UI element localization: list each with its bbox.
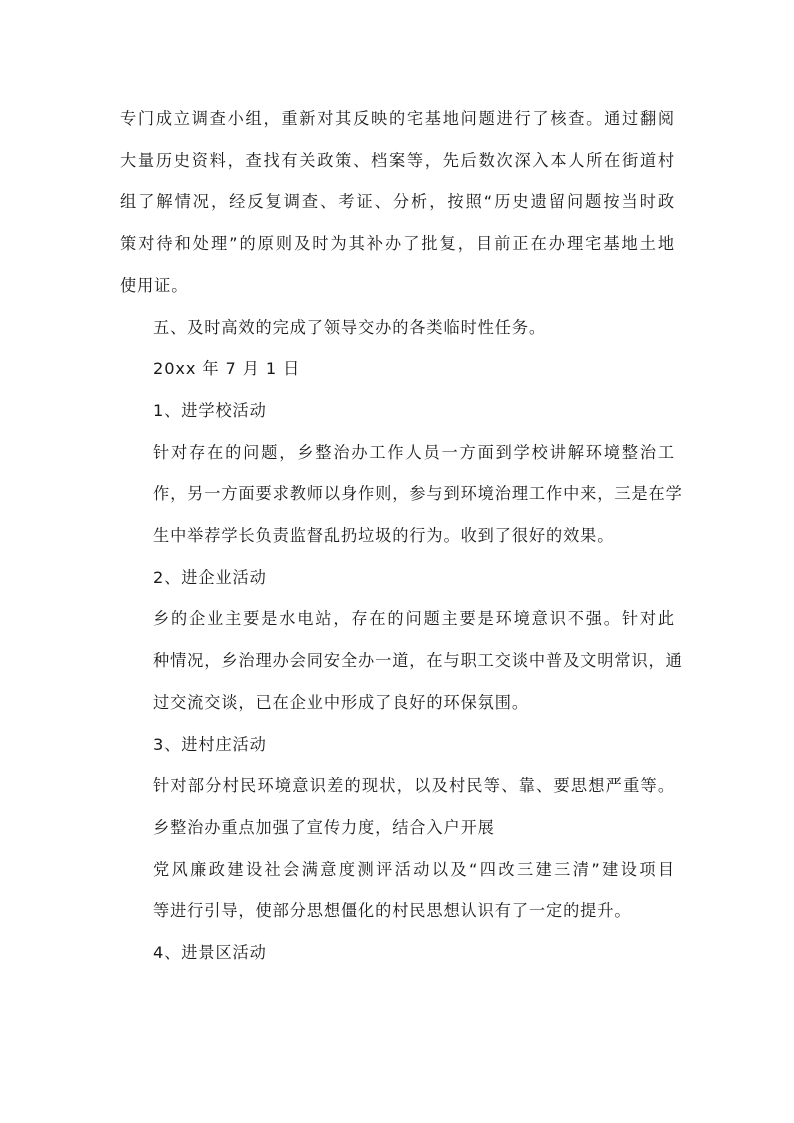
text-line: 针对部分村民环境意识差的现状，以及村民等、靠、要思想严重等。: [153, 776, 675, 796]
text-line: 等进行引导，使部分思想僵化的村民思想认识有了一定的提升。: [153, 901, 632, 921]
text-line: 专门成立调查小组，重新对其反映的宅基地问题进行了核查。通过翻阅: [120, 109, 675, 128]
text-line: 大量历史资料，查找有关政策、档案等，先后数次深入本人所在街道村: [120, 150, 675, 170]
text-line: 2、进企业活动: [153, 567, 267, 587]
text-line: 生中举荐学长负责监督乱扔垃圾的行为。收到了很好的效果。: [153, 526, 615, 546]
text-line: 五、及时高效的完成了领导交办的各类临时性任务。: [153, 317, 547, 337]
subheading-village-activity: [120, 724, 675, 766]
text-line: 过交流交谈，已在企业中形成了良好的环保氛围。: [153, 692, 529, 712]
document-body: [120, 98, 683, 974]
text-line: 策对待和处理”的原则及时为其补办了批复，目前正在办理宅基地土地: [120, 234, 675, 254]
text-line: 针对存在的问题，乡整治办工作人员一方面到学校讲解环境整治工: [153, 442, 675, 462]
paragraph-school-activity: [120, 432, 683, 557]
text-line: 4、进景区活动: [153, 943, 267, 963]
text-line: 党风廉政建设社会满意度测评活动以及“四改三建三清”建设项目: [153, 859, 675, 879]
text-line: 乡整治办重点加强了宣传力度，结合入户开展: [153, 817, 495, 837]
subheading-scenic-area-activity: [120, 932, 675, 974]
text-line: 作，另一方面要求教师以身作则，参与到环境治理工作中来，三是在学: [153, 484, 683, 504]
subheading-school-activity: [120, 390, 675, 432]
subheading-enterprise-activity: [120, 557, 675, 599]
text-line: 20xx 年 7 月 1 日: [153, 359, 301, 379]
text-line: 乡的企业主要是水电站，存在的问题主要是环境意识不强。针对此: [153, 609, 675, 629]
paragraph-investigation: [120, 98, 675, 307]
paragraph-satisfaction-survey: [120, 849, 675, 932]
text-line: 种情况，乡治理办会同安全办一道，在与职工交谈中普及文明常识，通: [153, 651, 683, 671]
paragraph-enterprise-activity: [120, 598, 683, 723]
document-date: [120, 348, 675, 390]
section-heading-five: [120, 307, 675, 349]
text-line: 组了解情况，经反复调查、考证、分析，按照“历史遗留问题按当时政: [120, 192, 675, 212]
text-line: 1、进学校活动: [153, 400, 267, 420]
paragraph-village-activity: [120, 765, 675, 848]
text-line: 3、进村庄活动: [153, 734, 267, 754]
text-line: 使用证。: [120, 275, 189, 295]
